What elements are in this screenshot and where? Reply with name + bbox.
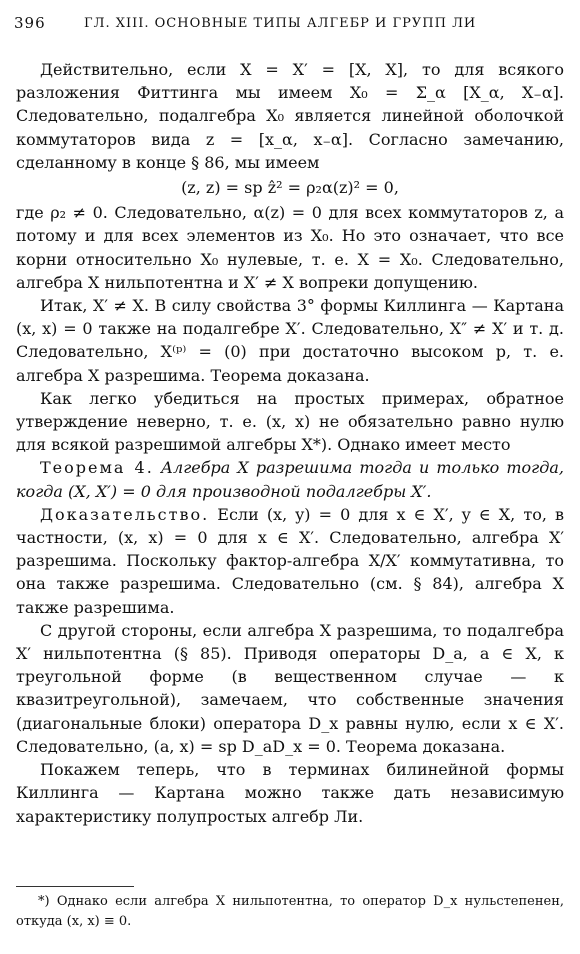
proof-text: Если (x, y) = 0 для x ∈ X′, y ∈ X, то, в частности, (x, x) = 0 для x ∈ X′. Следовательно, алгебра X′ разрешима. Поскольку фактор-алгебра X/X′ коммутативна, то она также разрешима. Следовательно (см. § 84), алгебра X также разрешима. — [16, 504, 564, 617]
page-header — [14, 14, 566, 38]
equation-1: (z, z) = sp ẑ² = ρ₂α(z)² = 0, — [181, 178, 399, 198]
theorem-text: Алгебра X разрешима тогда и только тогда, когда (X, X′) = 0 для производной подалгебры X′. — [16, 458, 565, 501]
proof-paragraph — [16, 503, 564, 619]
paragraph-4: Как легко убедиться на простых примерах, обратное утверждение неверно, т. е. (x, x) не обязательно равно нулю для всякой разрешимой алгебры X*). Однако имеет место — [16, 388, 564, 455]
page-number: 396 — [14, 14, 46, 32]
footnote-rule — [16, 886, 134, 887]
body-text — [16, 58, 564, 828]
paragraph-3: Итак, X′ ≠ X. В силу свойства 3° формы Киллинга — Картана (x, x) = 0 также на подалгебре X′. Следовательно, X″ ≠ X′ и т. д. Следовательно, X⁽ᵖ⁾ = (0) при достаточно высоком p, т. е. алгебра X разрешима. Теорема доказана. — [16, 296, 564, 385]
theorem-paragraph — [16, 456, 564, 502]
theorem-heading: Теорема 4. — [40, 458, 154, 478]
running-head: ГЛ. XIII. ОСНОВНЫЕ ТИПЫ АЛГЕБР И ГРУПП ЛИ — [84, 16, 477, 31]
paragraph-6: Покажем теперь, что в терминах билинейной формы Киллинга — Картана можно также дать независимую характеристику полупростых алгебр Ли. — [16, 760, 564, 826]
paragraph-2: где ρ₂ ≠ 0. Следовательно, α(z) = 0 для всех коммутаторов z, а потому и для всех элементов из X₀. Но это означает, что все корни относительно X₀ нулевые, т. е. X = X₀. Следовательно, алгебра X нильпотентна и X′ ≠ X вопреки допущению. — [16, 203, 564, 292]
paragraph-5: С другой стороны, если алгебра X разрешима, то подалгебра X′ нильпотентна (§ 85). Приводя операторы D_a, a ∈ X, к треугольной форме (в вещественном случае — к квазитреугольной), замечаем, что собственные значения (диагональные блоки) оператора D_x равны нулю, если x ∈ X′. Следовательно, (a, x) = sp D_aD_x = 0. Теорема доказана. — [16, 620, 564, 756]
footnote: *) Однако если алгебра X нильпотентна, то оператор D_x нульстепенен, откуда (x, x) ≡ 0. — [16, 894, 564, 929]
proof-heading: Доказательство. — [40, 504, 210, 524]
paragraph-1: Действительно, если X = X′ = [X, X], то для всякого разложения Фиттинга мы имеем X₀ = Σ_α [X_α, X₋α]. Следовательно, подалгебра X₀ является линейной оболочкой коммутаторов вида z = [x_α, x₋α]. Согласно замечанию, сделанному в конце § 86, мы имеем — [16, 60, 564, 172]
